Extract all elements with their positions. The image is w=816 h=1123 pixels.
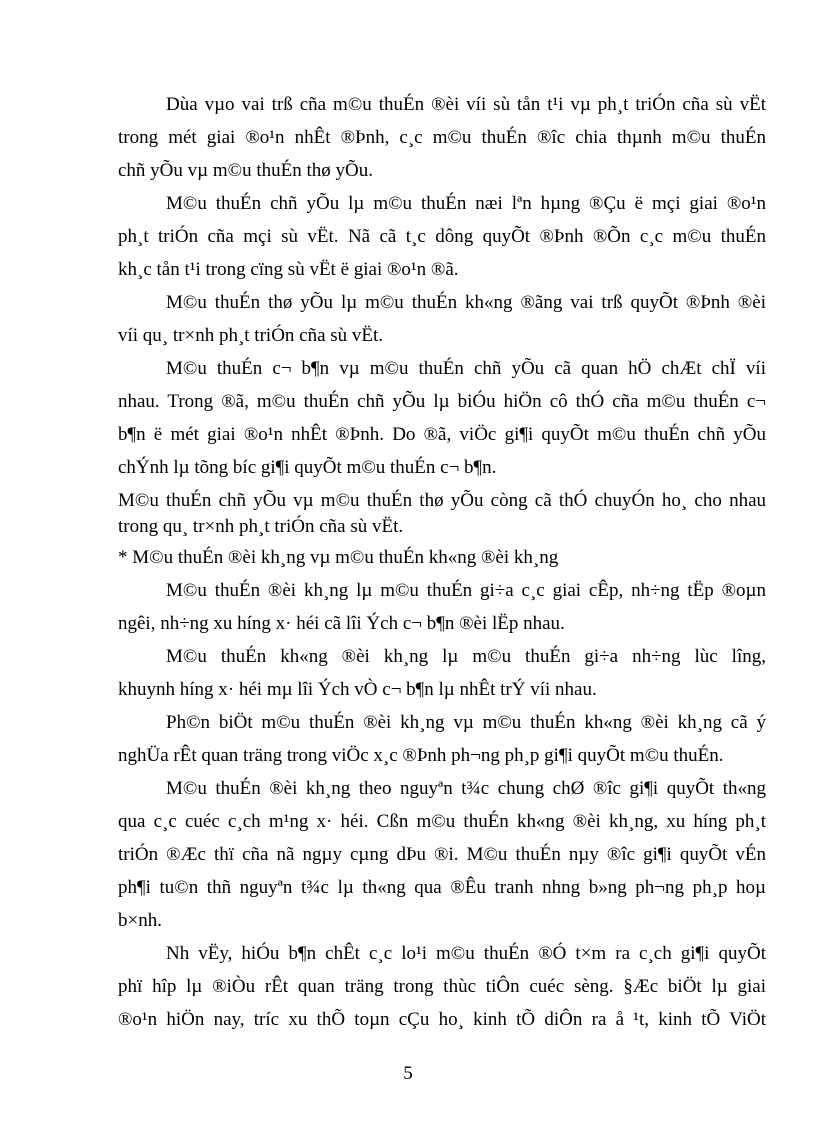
text-line: khuynh híng x· héi mµ lîi Ých vÒ c¬ b¶n lµ nhÊt trÝ víi nhau. — [118, 679, 597, 700]
text-line: b¶n ë mét giai ®o¹n nhÊt ®Þnh. Do ®ã, viÖc gi¶i quyÕt m©u thuÉn chñ yÕu — [118, 424, 766, 445]
text-line: chñ yÕu vµ m©u thuÉn thø yÕu. — [118, 160, 373, 181]
text-line: M©u thuÉn chñ yÕu vµ m©u thuÉn thø yÕu còng cã thÓ chuyÓn ho¸ cho nhau — [118, 490, 766, 511]
page-number: 5 — [403, 1063, 413, 1084]
text-line: ph¶i tu©n thñ nguyªn t¾c lµ th«ng qua ®Êu tranh nhng b»ng ph¬ng ph¸p hoµ — [118, 877, 766, 898]
text-line: Nh vËy, hiÓu b¶n chÊt c¸c lo¹i m©u thuÉn ®Ó t×m ra c¸ch gi¶i quyÕt — [166, 943, 766, 964]
section-heading: * M©u thuÉn ®èi kh¸ng vµ m©u thuÉn kh«ng ®èi kh¸ng — [118, 547, 559, 568]
text-line: kh¸c tån t¹i trong cïng sù vËt ë giai ®o¹n ®ã. — [118, 259, 459, 280]
text-line: nghÜa rÊt quan träng trong viÖc x¸c ®Þnh ph¬ng ph¸p gi¶i quyÕt m©u thuÉn. — [118, 745, 724, 766]
text-line: ph¸t triÓn cña mçi sù vËt. Nã cã t¸c dông quyÕt ®Þnh ®Õn c¸c m©u thuÉn — [118, 226, 766, 247]
text-line: M©u thuÉn chñ yÕu lµ m©u thuÉn næi lªn hµng ®Çu ë mçi giai ®o¹n — [166, 193, 766, 214]
text-line: triÓn ®Æc thï cña nã ngµy cµng dÞu ®i. M©u thuÉn nµy ®îc gi¶i quyÕt vÉn — [118, 844, 766, 865]
text-line: trong qu¸ tr×nh ph¸t triÓn cña sù vËt. — [118, 516, 404, 537]
text-line: Dùa vµo vai trß cña m©u thuÉn ®èi víi sù tån t¹i vµ ph¸t triÓn cña sù vËt — [166, 94, 766, 115]
text-line: M©u thuÉn kh«ng ®èi kh¸ng lµ m©u thuÉn gi÷a nh÷ng lùc lîng, — [166, 646, 766, 667]
text-line: qua c¸c cuéc c¸ch m¹ng x· héi. Cßn m©u thuÉn kh«ng ®èi kh¸ng, xu híng ph¸t — [118, 811, 766, 832]
text-line: M©u thuÉn c¬ b¶n vµ m©u thuÉn chñ yÕu cã quan hÖ chÆt chÏ víi — [166, 358, 766, 379]
text-line: trong mét giai ®o¹n nhÊt ®Þnh, c¸c m©u thuÉn ®îc chia thµnh m©u thuÉn — [118, 127, 766, 148]
text-line: nhau. Trong ®ã, m©u thuÉn chñ yÕu lµ biÓu hiÖn cô thÓ cña m©u thuÉn c¬ — [118, 391, 766, 412]
text-line: b×nh. — [118, 910, 162, 931]
text-line: M©u thuÉn ®èi kh¸ng theo nguyªn t¾c chung chØ ®îc gi¶i quyÕt th«ng — [166, 778, 766, 799]
text-line: Ph©n biÖt m©u thuÉn ®èi kh¸ng vµ m©u thuÉn kh«ng ®èi kh¸ng cã ý — [166, 712, 766, 733]
text-line: chÝnh lµ tõng bíc gi¶i quyÕt m©u thuÉn c¬ b¶n. — [118, 457, 497, 478]
text-line: ngêi, nh÷ng xu híng x· héi cã lîi Ých c¬ b¶n ®èi lËp nhau. — [118, 613, 565, 634]
text-line: M©u thuÉn ®èi kh¸ng lµ m©u thuÉn gi÷a c¸c giai cÊp, nh÷ng tËp ®oµn — [166, 580, 766, 601]
text-line: M©u thuÉn thø yÕu lµ m©u thuÉn kh«ng ®ãng vai trß quyÕt ®Þnh ®èi — [166, 292, 766, 313]
text-line: ®o¹n hiÖn nay, tríc xu thÕ toµn cÇu ho¸ kinh tÕ diÔn ra å ¹t, kinh tÕ ViÖt — [118, 1009, 766, 1030]
text-line: phï hîp lµ ®iÒu rÊt quan träng trong thùc tiÔn cuéc sèng. §Æc biÖt lµ giai — [118, 976, 766, 997]
text-line: víi qu¸ tr×nh ph¸t triÓn cña sù vËt. — [118, 325, 384, 346]
